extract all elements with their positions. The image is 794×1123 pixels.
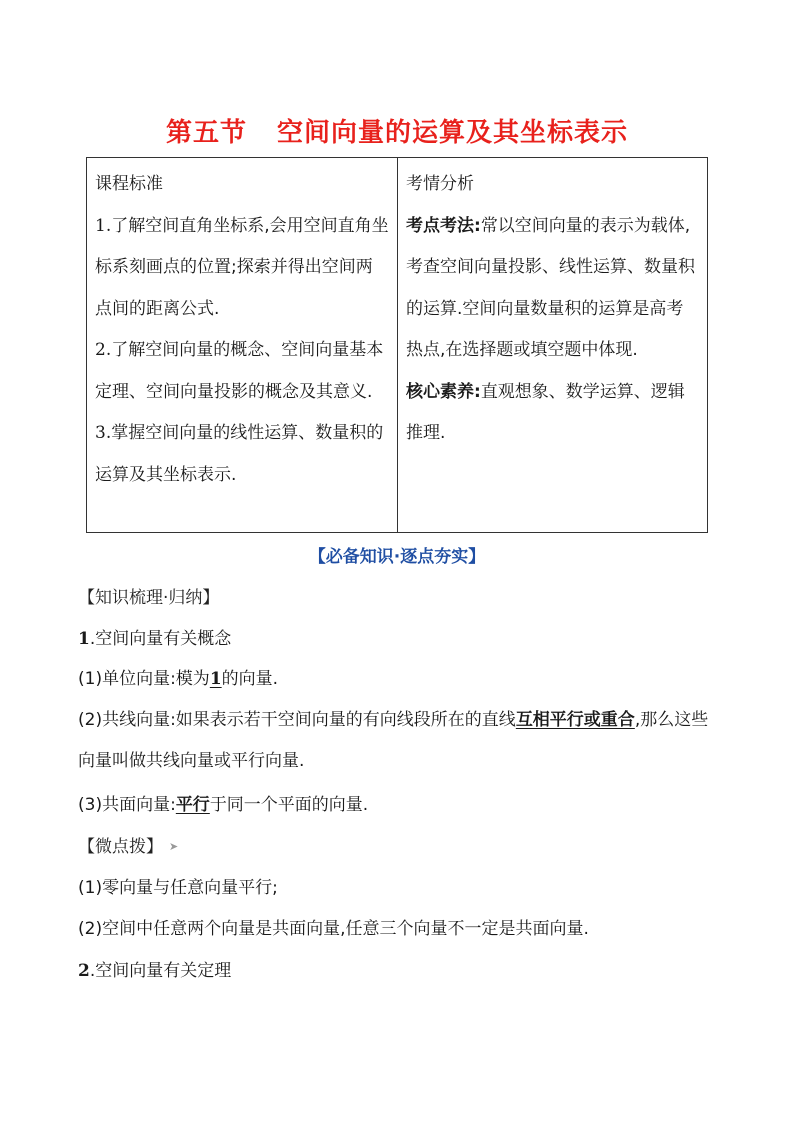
item1-coplanar-vector: (3)共面向量:平行于同一个平面的向量. bbox=[78, 795, 369, 815]
standard-item-1: 1.了解空间直角坐标系,会用空间直角坐标系刻画点的位置;探索并得出空间两点间的距离公式. bbox=[95, 215, 389, 319]
exam-analysis-header: 考情分析 bbox=[406, 174, 474, 194]
exam-method-text: 常以空间向量的表示为载体,考查空间向量投影、线性运算、数量积的运算.空间向量数量积的运算是高考热点,在选择题或填空题中体现. bbox=[406, 215, 695, 360]
answer-blank-collinear: 互相平行或重合 bbox=[515, 710, 635, 730]
tip-line-1: (1)零向量与任意向量平行; bbox=[78, 878, 278, 898]
curriculum-standards-cell bbox=[87, 158, 398, 533]
item1-unit-vector: (1)单位向量:模为1的向量. bbox=[78, 669, 279, 689]
answer-blank-coplanar: 平行 bbox=[175, 795, 210, 815]
arrow-right-icon: ➤ bbox=[169, 840, 179, 853]
knowledge-tag: 【知识梳理·归纳】 bbox=[78, 588, 220, 608]
core-literacy-text: 直观想象、数学运算、逻辑推理. bbox=[406, 381, 685, 443]
section-banner: 【必备知识·逐点夯实】 bbox=[308, 547, 486, 567]
item2-heading: 2.空间向量有关定理 bbox=[78, 961, 232, 981]
standard-item-2: 2.了解空间向量的概念、空间向量基本定理、空间向量投影的概念及其意义. bbox=[95, 340, 384, 402]
core-literacy-label: 核心素养: bbox=[406, 381, 481, 402]
tip-tag: 【微点拨】 ➤ bbox=[78, 837, 179, 857]
core-literacy bbox=[406, 372, 699, 455]
exam-method bbox=[406, 206, 699, 372]
answer-blank-unit: 1 bbox=[209, 669, 222, 689]
tip-line-2: (2)空间中任意两个向量是共面向量,任意三个向量不一定是共面向量. bbox=[78, 919, 589, 939]
section-topic: 空间向量的运算及其坐标表示 bbox=[277, 118, 629, 148]
exam-method-label: 考点考法: bbox=[406, 215, 481, 236]
exam-analysis-cell bbox=[398, 158, 708, 533]
page-title bbox=[0, 112, 794, 149]
curriculum-standards-header: 课程标准 bbox=[95, 174, 163, 194]
standard-item-3: 3.掌握空间向量的线性运算、数量积的运算及其坐标表示. bbox=[95, 423, 384, 485]
section-number: 第五节 bbox=[165, 118, 247, 148]
standards-table bbox=[86, 157, 708, 533]
item1-collinear-vector: (2)共线向量:如果表示若干空间向量的有向线段所在的直线互相平行或重合,那么这些向量叫做共线向量或平行向量. bbox=[78, 710, 709, 771]
item1-heading: 1.空间向量有关概念 bbox=[78, 629, 232, 649]
